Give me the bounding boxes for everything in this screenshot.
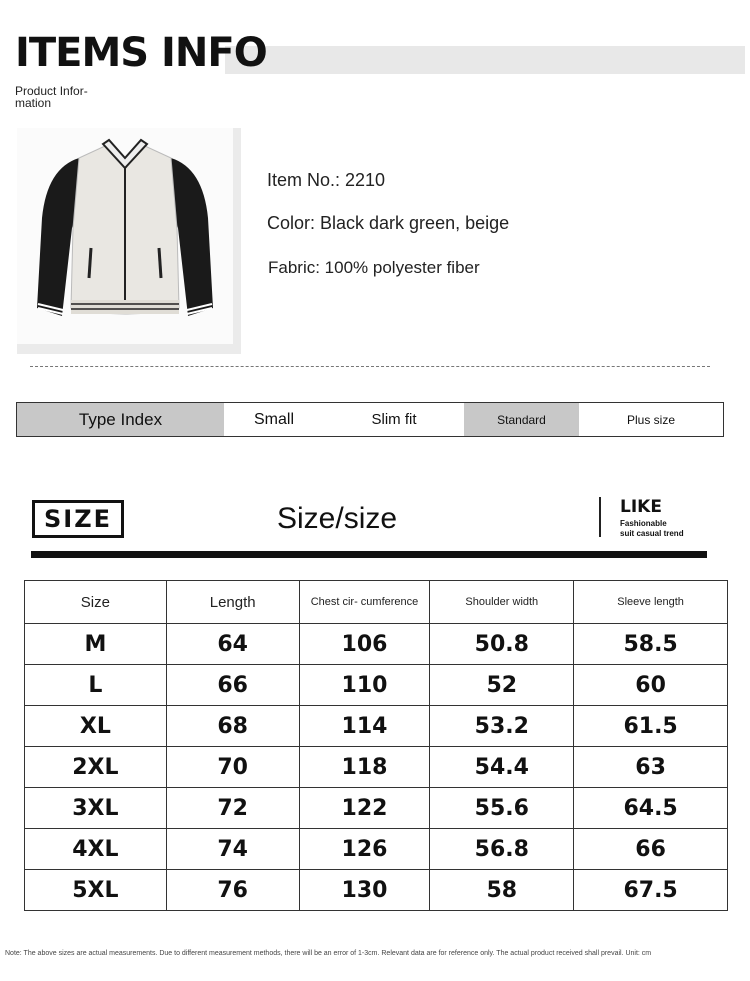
cell-shoulder: 52 xyxy=(430,665,574,706)
type-index-label: Type Index xyxy=(17,403,224,436)
cell-size: 3XL xyxy=(25,788,167,829)
cell-size: 5XL xyxy=(25,870,167,911)
cell-chest: 114 xyxy=(299,706,430,747)
table-row xyxy=(25,624,728,665)
cell-shoulder: 53.2 xyxy=(430,706,574,747)
cell-size: 2XL xyxy=(25,747,167,788)
item-color: Color: Black dark green, beige xyxy=(267,213,510,233)
size-table xyxy=(24,580,728,911)
header-size: Size xyxy=(25,581,167,624)
like-label: LIKE xyxy=(620,497,662,517)
cell-shoulder: 56.8 xyxy=(430,829,574,870)
cell-chest: 122 xyxy=(299,788,430,829)
header-length: Length xyxy=(166,581,299,624)
cell-shoulder: 58 xyxy=(430,870,574,911)
table-row xyxy=(25,747,728,788)
measurement-note: Note: The above sizes are actual measurements. Due to different measurement methods, there will be an error of 1-3cm. Relevant data are for reference only. The actual product received shall prevail. Unit: cm xyxy=(5,950,652,957)
title-bar xyxy=(225,46,745,74)
cell-length: 72 xyxy=(166,788,299,829)
type-index-bar xyxy=(16,402,724,437)
section-rule xyxy=(31,551,707,558)
product-image xyxy=(17,128,233,344)
table-row xyxy=(25,706,728,747)
cell-length: 66 xyxy=(166,665,299,706)
item-fabric: Fabric: 100% polyester fiber xyxy=(268,258,480,277)
like-divider xyxy=(599,497,601,537)
cell-sleeve: 64.5 xyxy=(574,788,728,829)
item-number: Item No.: 2210 xyxy=(267,170,386,190)
cell-chest: 130 xyxy=(299,870,430,911)
cell-size: 4XL xyxy=(25,829,167,870)
cell-shoulder: 55.6 xyxy=(430,788,574,829)
table-header-row xyxy=(25,581,728,624)
type-option-small: Small xyxy=(253,410,294,428)
size-heading: Size/size xyxy=(277,502,398,535)
table-row xyxy=(25,665,728,706)
like-subtitle xyxy=(620,519,710,539)
size-badge: SIZE xyxy=(32,500,124,538)
cell-length: 70 xyxy=(166,747,299,788)
type-option-plus-size: Plus size xyxy=(626,412,676,427)
cell-sleeve: 58.5 xyxy=(574,624,728,665)
cell-sleeve: 61.5 xyxy=(574,706,728,747)
cell-length: 76 xyxy=(166,870,299,911)
cell-sleeve: 63 xyxy=(574,747,728,788)
table-row xyxy=(25,829,728,870)
cell-length: 68 xyxy=(166,706,299,747)
cell-shoulder: 50.8 xyxy=(430,624,574,665)
like-subtitle-line-2: suit casual trend xyxy=(620,529,684,538)
cell-chest: 126 xyxy=(299,829,430,870)
cell-chest: 110 xyxy=(299,665,430,706)
header-shoulder: Shoulder width xyxy=(430,581,574,624)
cell-sleeve: 60 xyxy=(574,665,728,706)
cell-size: XL xyxy=(25,706,167,747)
cell-size: M xyxy=(25,624,167,665)
dashed-divider xyxy=(30,366,710,367)
like-subtitle-line-1: Fashionable xyxy=(620,519,667,528)
type-option-slim-fit: Slim fit xyxy=(371,411,417,428)
cell-length: 64 xyxy=(166,624,299,665)
cell-shoulder: 54.4 xyxy=(430,747,574,788)
cell-length: 74 xyxy=(166,829,299,870)
table-row xyxy=(25,788,728,829)
page-subtitle: Product Infor- mation xyxy=(15,84,88,110)
cell-chest: 106 xyxy=(299,624,430,665)
table-row xyxy=(25,870,728,911)
cell-sleeve: 66 xyxy=(574,829,728,870)
type-option-standard: Standard xyxy=(464,403,579,436)
page-title: ITEMS INFO xyxy=(15,30,267,76)
header-sleeve: Sleeve length xyxy=(574,581,728,624)
cell-chest: 118 xyxy=(299,747,430,788)
header-chest: Chest cir- cumference xyxy=(299,581,430,624)
cell-size: L xyxy=(25,665,167,706)
cell-sleeve: 67.5 xyxy=(574,870,728,911)
